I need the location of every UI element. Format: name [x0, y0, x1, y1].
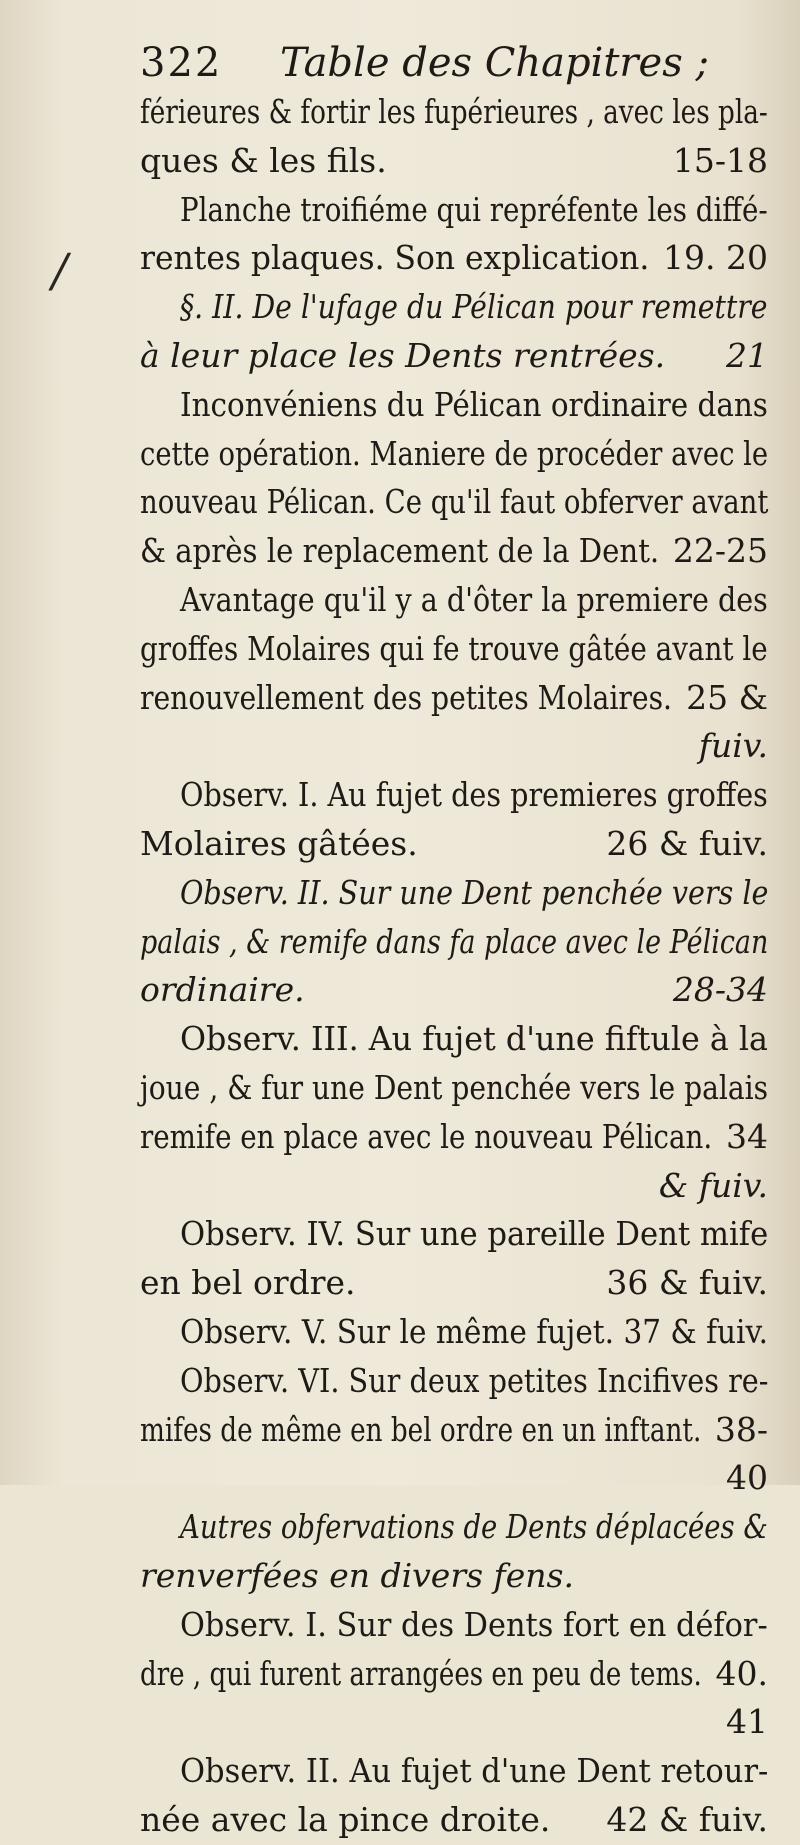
- page-header: [140, 40, 770, 90]
- line-text: Observ. I. Au fujet des premieres groffes: [180, 775, 768, 815]
- text-line: [140, 1601, 768, 1650]
- page-reference: 26 & fuiv.: [606, 823, 768, 863]
- text-line: [140, 1210, 768, 1259]
- text-line: [140, 1406, 768, 1455]
- running-title: Table des Chapitres ;: [280, 40, 709, 86]
- text-line: [140, 1698, 768, 1747]
- text-line: [140, 1113, 768, 1162]
- line-text: en bel ordre.: [140, 1263, 356, 1303]
- line-text: rentes plaques. Son explication.: [140, 238, 650, 278]
- text-line: [140, 1259, 768, 1308]
- line-text: Observ. III. Au fujet d'une fiftule à la: [180, 1019, 768, 1059]
- line-text: Observ. VI. Sur deux petites Incifives re-: [180, 1360, 769, 1400]
- text-line: [140, 1650, 768, 1699]
- page-reference: fuiv.: [698, 726, 768, 766]
- text-line: [140, 1162, 768, 1211]
- text-line: [140, 478, 768, 527]
- text-line: [140, 1552, 768, 1601]
- text-line: [140, 722, 768, 771]
- line-text: Inconvéniens du Pélican ordinaire dans: [180, 384, 768, 424]
- page-reference: 42 & fuiv.: [606, 1799, 768, 1839]
- line-text: à leur place les Dents rentrées.: [140, 335, 666, 375]
- line-text: dre , qui furent arrangées en peu de tems.: [140, 1653, 702, 1693]
- line-text: Autres obfervations de Dents déplacées &: [180, 1507, 768, 1547]
- text-line: [140, 1747, 768, 1796]
- page-reference: 36 & fuiv.: [606, 1263, 768, 1303]
- line-text: mifes de même en bel ordre en un inftant.: [140, 1409, 702, 1449]
- text-line: [140, 283, 768, 332]
- text-line: [140, 1308, 768, 1357]
- text-line: [140, 1454, 768, 1503]
- page-reference: 34: [726, 1116, 768, 1156]
- text-line: [140, 332, 768, 381]
- text-line: [140, 1503, 768, 1552]
- line-text: §. II. De l'ufage du Pélican pour remettre: [180, 287, 768, 327]
- text-line: [140, 430, 768, 479]
- page-number: 322: [140, 40, 223, 86]
- line-text: Observ. II. Sur une Dent penchée vers le: [180, 872, 769, 912]
- line-text: groffes Molaires qui fe trouve gâtée avant le: [140, 628, 768, 668]
- line-text: Observ. V. Sur le même fujet. 37 & fuiv.: [180, 1311, 769, 1351]
- line-text: & après le replacement de la Dent.: [140, 531, 660, 571]
- page-reference: 19. 20: [663, 238, 768, 278]
- page-reference: 41: [726, 1702, 768, 1742]
- text-line: [140, 234, 768, 283]
- line-text: Observ. II. Au fujet d'une Dent retour-: [180, 1751, 769, 1791]
- line-text: joue , & fur une Dent penchée vers le palais: [140, 1067, 769, 1107]
- line-text: renverfées en divers fens.: [140, 1555, 574, 1595]
- text-line: [140, 820, 768, 869]
- line-text: née avec la pince droite.: [140, 1799, 551, 1839]
- line-text: férieures & fortir les fupérieures , avec les pla-: [140, 92, 768, 131]
- table-of-contents-text: [140, 88, 768, 1845]
- text-line: [140, 625, 768, 674]
- text-line: [140, 1796, 768, 1845]
- page-reference: 40.: [715, 1653, 768, 1693]
- line-text: Molaires gâtées.: [140, 823, 418, 863]
- line-text: Observ. IV. Sur une pareille Dent mife: [180, 1214, 769, 1254]
- text-line: [140, 527, 768, 576]
- text-line: [140, 1015, 768, 1064]
- text-line: [140, 137, 768, 186]
- line-text: Observ. I. Sur des Dents fort en défor-: [180, 1604, 768, 1644]
- text-line: [140, 918, 768, 967]
- page-reference: 25 &: [686, 677, 768, 717]
- text-line: [140, 88, 768, 137]
- page-reference: 22-25: [672, 531, 768, 571]
- text-line: [140, 576, 768, 625]
- page-reference: 21: [726, 335, 768, 375]
- page-reference: 40: [726, 1458, 768, 1498]
- page-reference: 28-34: [672, 970, 768, 1010]
- line-text: ques & les fils.: [140, 140, 387, 180]
- line-text: palais , & remife dans fa place avec le Pélican: [140, 921, 769, 961]
- text-line: [140, 1064, 768, 1113]
- page-reference: & fuiv.: [658, 1165, 768, 1205]
- text-line: [140, 1357, 768, 1406]
- line-text: nouveau Pélican. Ce qu'il faut obferver avant: [140, 482, 769, 522]
- text-line: [140, 186, 768, 235]
- text-line: [140, 771, 768, 820]
- line-text: Planche troifiéme qui repréfente les diffé-: [180, 189, 768, 229]
- text-line: [140, 381, 768, 430]
- line-text: Avantage qu'il y a d'ôter la premiere des: [180, 579, 768, 619]
- line-text: renouvellement des petites Molaires.: [140, 677, 673, 717]
- text-line: [140, 869, 768, 918]
- line-text: remife en place avec le nouveau Pélican.: [140, 1116, 713, 1156]
- line-text: ordinaire.: [140, 970, 305, 1010]
- margin-pencil-mark: /: [52, 243, 68, 297]
- text-line: [140, 966, 768, 1015]
- page-reference: 38-: [714, 1409, 768, 1449]
- line-text: cette opération. Maniere de procéder avec le: [140, 433, 769, 473]
- text-line: [140, 674, 768, 723]
- page-reference: 15-18: [672, 140, 768, 180]
